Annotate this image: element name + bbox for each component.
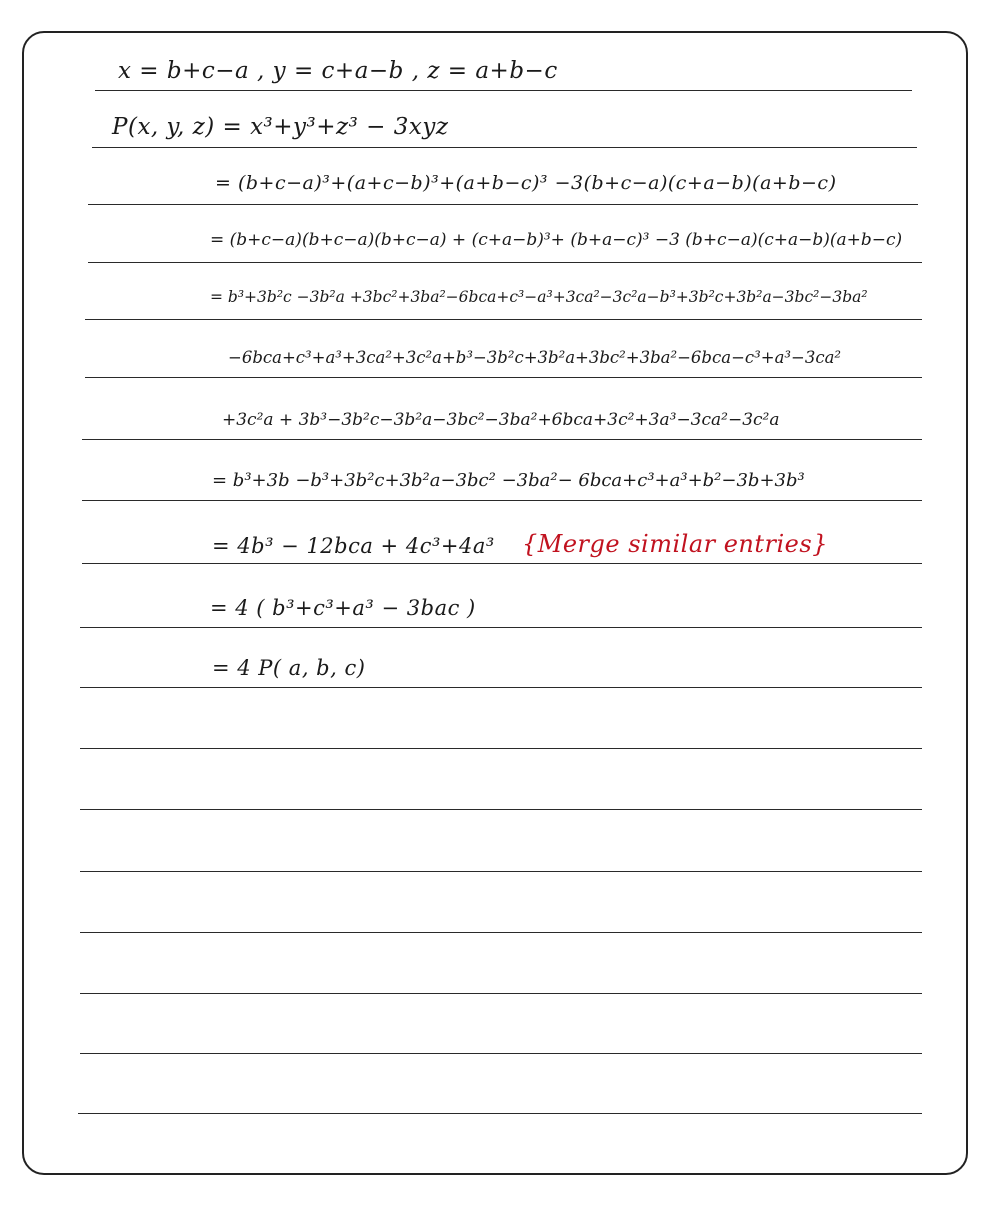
ruled-line bbox=[85, 377, 922, 378]
result-line: = 4 P( a, b, c) bbox=[212, 656, 366, 680]
notebook-page bbox=[22, 31, 968, 1175]
ruled-line bbox=[80, 993, 922, 994]
ruled-line bbox=[95, 90, 912, 91]
merge-annotation: {Merge similar entries} bbox=[522, 530, 828, 558]
expansion-line-1: = (b+c−a)³+(a+c−b)³+(a+b−c)³ −3(b+c−a)(c+a−b)(a+b−c) bbox=[215, 172, 837, 194]
ruled-line bbox=[82, 439, 922, 440]
simplify-line-1: = b³+3b −b³+3b²c+3b²a−3bc² −3ba²− 6bca+c³+a³+b²−3b+3b³ bbox=[212, 470, 805, 491]
ruled-line bbox=[78, 1113, 922, 1114]
ruled-line bbox=[80, 932, 922, 933]
ruled-line bbox=[92, 147, 917, 148]
ruled-line bbox=[85, 319, 922, 320]
ruled-line bbox=[80, 871, 922, 872]
definition-line: x = b+c−a , y = c+a−b , z = a+b−c bbox=[118, 58, 558, 84]
ruled-line bbox=[82, 500, 922, 501]
function-definition-line: P(x, y, z) = x³+y³+z³ − 3xyz bbox=[112, 114, 449, 140]
ruled-line bbox=[80, 687, 922, 688]
expansion-line-4: −6bca+c³+a³+3ca²+3c²a+b³−3b²c+3b²a+3bc²+3ba²−6bca−c³+a³−3ca² bbox=[228, 348, 842, 367]
expansion-line-3: = b³+3b²c −3b²a +3bc²+3ba²−6bca+c³−a³+3ca²−3c²a−b³+3b²c+3b²a−3bc²−3ba² bbox=[210, 288, 868, 306]
expansion-line-5: +3c²a + 3b³−3b²c−3b²a−3bc²−3ba²+6bca+3c²+3a³−3ca²−3c²a bbox=[222, 410, 780, 430]
ruled-line bbox=[88, 262, 922, 263]
ruled-line bbox=[82, 563, 922, 564]
ruled-line bbox=[80, 627, 922, 628]
factor-line: = 4 ( b³+c³+a³ − 3bac ) bbox=[210, 596, 476, 620]
ruled-line bbox=[80, 809, 922, 810]
ruled-line bbox=[88, 204, 918, 205]
ruled-line bbox=[80, 748, 922, 749]
ruled-line bbox=[80, 1053, 922, 1054]
expansion-line-2: = (b+c−a)(b+c−a)(b+c−a) + (c+a−b)³+ (b+a−c)³ −3 (b+c−a)(c+a−b)(a+b−c) bbox=[210, 230, 903, 250]
simplify-line-2: = 4b³ − 12bca + 4c³+4a³ bbox=[212, 534, 495, 558]
